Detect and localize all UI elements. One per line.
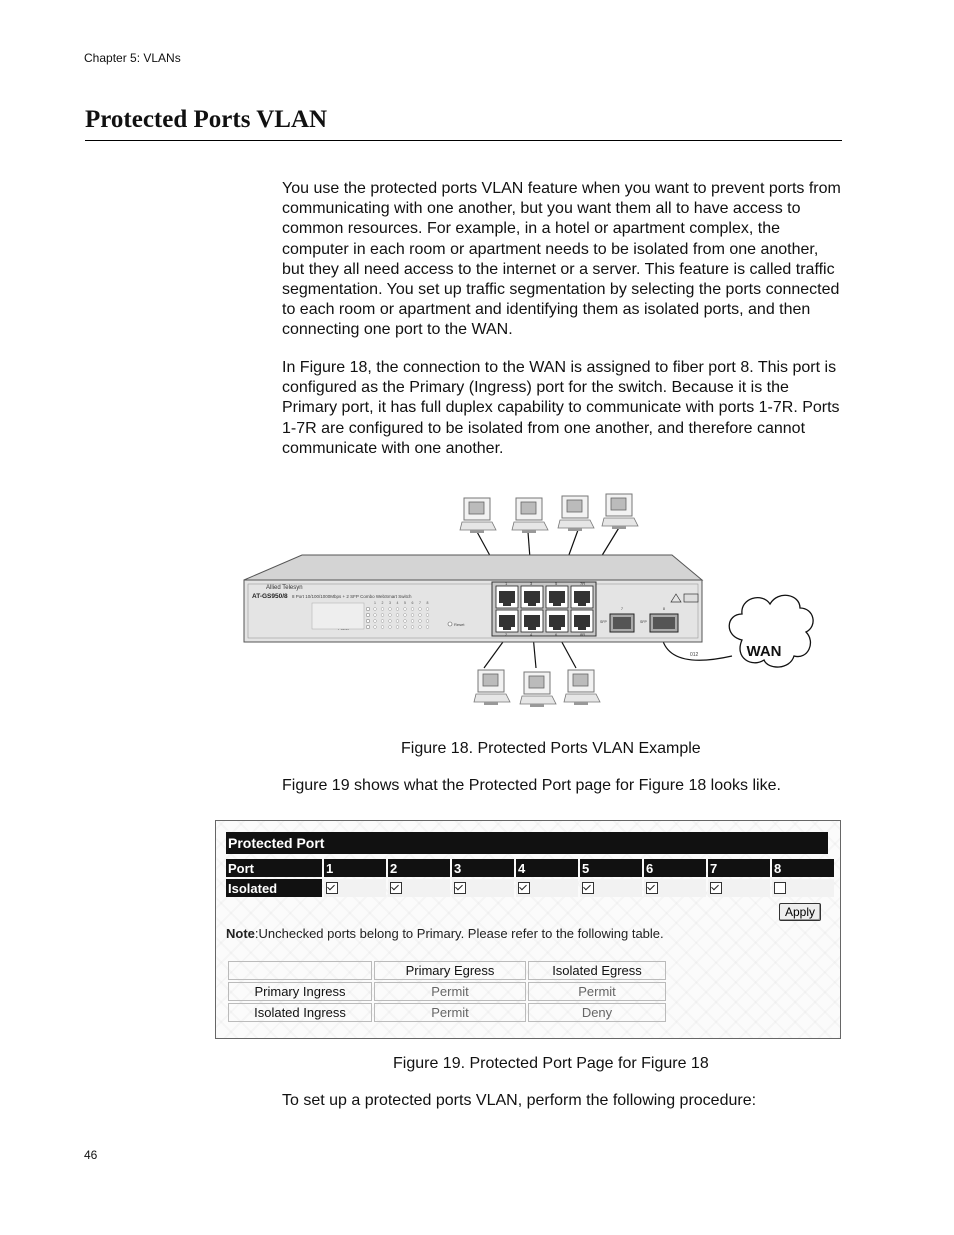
status-led xyxy=(381,608,384,611)
page-title: Protected Ports VLAN xyxy=(85,106,328,133)
status-led xyxy=(404,614,407,617)
port-number-5: 5 xyxy=(580,859,642,877)
rj45-top-label: 5 xyxy=(555,581,558,586)
page-number: 46 xyxy=(84,1148,98,1162)
rj45-top-label: 1 xyxy=(505,581,508,586)
port-number-2: 2 xyxy=(388,859,450,877)
sfp-number-8: 8 xyxy=(663,607,665,611)
primary-ingress-primary-egress: Permit xyxy=(374,982,526,1001)
status-led xyxy=(381,626,384,629)
status-led xyxy=(419,620,422,623)
port-number-6: 6 xyxy=(644,859,706,877)
led-port-number: 4 xyxy=(396,601,399,605)
isolated-checkbox-port-5[interactable] xyxy=(582,882,594,894)
pc-top-2 xyxy=(512,498,548,533)
status-led xyxy=(426,608,429,611)
status-led xyxy=(381,614,384,617)
led-port-number: 7 xyxy=(419,601,421,605)
sfp-port-7 xyxy=(610,614,634,632)
isolated-checkbox-port-6[interactable] xyxy=(646,882,658,894)
note-label: Note xyxy=(226,926,255,941)
pc-top-3 xyxy=(558,496,594,531)
status-led xyxy=(389,614,392,617)
pc-bottom-2 xyxy=(520,672,556,707)
status-led xyxy=(396,620,399,623)
isolated-checkbox-port-8[interactable] xyxy=(774,882,786,894)
isolated-checkbox-port-4[interactable] xyxy=(518,882,530,894)
status-led xyxy=(404,626,407,629)
status-led xyxy=(426,614,429,617)
status-led xyxy=(404,620,407,623)
rj45-bottom-label: 4 xyxy=(530,632,533,637)
protected-port-title: Protected Port xyxy=(226,832,828,854)
primary-egress-header: Primary Egress xyxy=(374,961,526,980)
port-number-7: 7 xyxy=(708,859,770,877)
status-led xyxy=(374,608,377,611)
sfp-number-7: 7 xyxy=(621,607,623,611)
isolated-checkbox-port-1[interactable] xyxy=(326,882,338,894)
port-number-8: 8 xyxy=(772,859,834,877)
status-led xyxy=(374,614,377,617)
status-led xyxy=(374,620,377,623)
figure18-caption: Figure 18. Protected Ports VLAN Example xyxy=(401,740,701,757)
status-led xyxy=(404,608,407,611)
switch-brand: Allied Telesyn xyxy=(266,585,303,591)
status-led xyxy=(419,614,422,617)
led-port-number: 6 xyxy=(411,601,414,605)
status-led xyxy=(419,626,422,629)
status-led xyxy=(411,614,414,617)
led-port-number: 1 xyxy=(374,601,376,605)
switch-model-desc: 8 Port 10/100/1000Mbps + 2 SFP Combo WebSmart Switch xyxy=(292,594,412,599)
port-number-1: 1 xyxy=(324,859,386,877)
isolated-ingress-isolated-egress: Deny xyxy=(528,1003,666,1022)
isolated-checkbox-port-2[interactable] xyxy=(390,882,402,894)
rj45-bottom-label: 6 xyxy=(555,632,558,637)
isolated-egress-header: Isolated Egress xyxy=(528,961,666,980)
led-row-icon xyxy=(366,625,370,629)
isolated-ingress-label: Isolated Ingress xyxy=(228,1003,372,1022)
figure18-diagram xyxy=(240,490,820,715)
led-port-number: 2 xyxy=(381,601,384,605)
status-led xyxy=(396,614,399,617)
led-row-icon xyxy=(366,607,370,611)
isolated-checkbox-port-3[interactable] xyxy=(454,882,466,894)
led-row-icon xyxy=(366,613,370,617)
port-number-4: 4 xyxy=(516,859,578,877)
isolated-ingress-primary-egress: Permit xyxy=(374,1003,526,1022)
rj45-bottom-label: 2 xyxy=(505,632,508,637)
status-led xyxy=(426,626,429,629)
status-led xyxy=(389,620,392,623)
status-led xyxy=(381,620,384,623)
isolated-checkbox-port-7[interactable] xyxy=(710,882,722,894)
switch-model: AT-GS950/8 xyxy=(252,593,288,600)
figure19-caption: Figure 19. Protected Port Page for Figure 18 xyxy=(393,1055,709,1072)
led-port-number: 3 xyxy=(389,601,391,605)
primary-ingress-row xyxy=(228,982,666,1001)
status-led xyxy=(411,626,414,629)
drawing-id: 012 xyxy=(690,652,699,658)
rj45-top-label: 7R xyxy=(580,581,586,586)
procedure-intro: To set up a protected ports VLAN, perform the following procedure: xyxy=(282,1092,757,1109)
protected-port-panel xyxy=(215,820,841,1039)
status-led xyxy=(396,626,399,629)
ingress-egress-table xyxy=(226,959,668,1024)
sfp-port-8 xyxy=(650,614,678,632)
ref-corner-cell xyxy=(228,961,372,980)
status-led xyxy=(374,626,377,629)
rj45-top-label: 3 xyxy=(530,581,533,586)
pc-bottom-1 xyxy=(474,670,510,705)
wan-label: WAN xyxy=(746,643,782,660)
primary-ingress-label: Primary Ingress xyxy=(228,982,372,1001)
isolated-ingress-row xyxy=(228,1003,666,1022)
intro-paragraph: You use the protected ports VLAN feature when you want to prevent ports from communicating with one another, but you want them all to have access to common resources. For example, in a hotel or apartment complex, the computer in each room or apartment needs to be isolated from one another, but they all need access to the internet or a server. This feature is called traffic segmentation. You set up traffic segmentation by selecting the ports connected to each room or apartment and identifying them as isolated ports, and then connecting one port to the WAN. xyxy=(282,180,841,339)
rj45-bottom-label: 8R xyxy=(580,632,586,637)
status-led xyxy=(389,608,392,611)
isolated-row xyxy=(226,879,834,897)
ref-header-row xyxy=(228,961,666,980)
primary-ingress-isolated-egress: Permit xyxy=(528,982,666,1001)
protected-port-table xyxy=(224,857,836,899)
switch-reset-label: Reset xyxy=(454,622,465,627)
figure18-paragraph: In Figure 18, the connection to the WAN is assigned to fiber port 8. This port is configured as the Primary (Ingress) port for the switch. Because it is the Primary port, it has full duplex capability to communicate with ports 1-7R. Ports 1-7R are configured to be isolated from one another, and therefore cannot communicate with one another. xyxy=(282,359,840,457)
title-rule xyxy=(85,140,842,141)
led-port-number: 8 xyxy=(426,601,429,605)
status-led xyxy=(389,626,392,629)
port-number-3: 3 xyxy=(452,859,514,877)
pc-bottom-3 xyxy=(564,670,600,705)
status-led xyxy=(411,608,414,611)
sfp-label-8: SFP xyxy=(640,620,647,624)
port-header-row xyxy=(226,859,834,877)
status-led xyxy=(411,620,414,623)
reset-button xyxy=(448,622,452,626)
pc-top-4 xyxy=(602,494,638,529)
isolated-row-label: Isolated xyxy=(226,879,322,897)
note-text: :Unchecked ports belong to Primary. Please refer to the following table. xyxy=(254,926,664,941)
led-row-icon xyxy=(366,619,370,623)
chapter-header: Chapter 5: VLANs xyxy=(84,51,181,65)
status-led xyxy=(396,608,399,611)
status-led xyxy=(419,608,422,611)
figure19-intro: Figure 19 shows what the Protected Port page for Figure 18 looks like. xyxy=(282,777,781,794)
port-header-label: Port xyxy=(226,859,322,877)
sfp-label-7: SFP xyxy=(600,620,607,624)
pc-top-1 xyxy=(460,498,496,533)
status-led xyxy=(426,620,429,623)
apply-button[interactable]: Apply xyxy=(779,903,821,921)
led-port-number: 5 xyxy=(404,601,406,605)
primary-note xyxy=(226,926,664,941)
